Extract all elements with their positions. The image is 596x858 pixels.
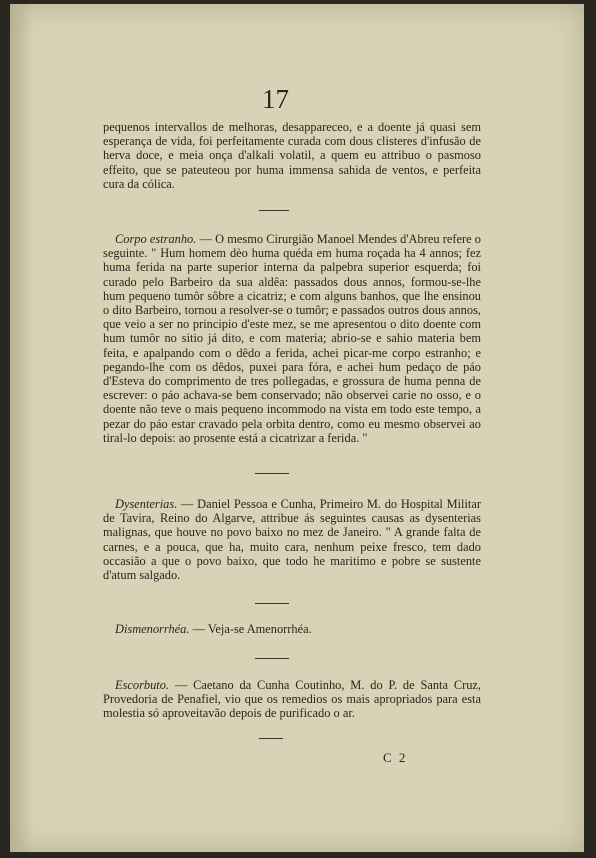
page-number: 17 [262, 84, 289, 114]
escorbuto-text: — Caetano da Cunha Coutinho, M. do P. de Santa Cruz, Provedoria de Penafiel, vio que os remedios os mais apropriados para esta molestia só aproveitavão depois de purificado o ar. [103, 678, 481, 721]
dismenorrhea-heading: Dismenorrhéa. [115, 622, 190, 636]
dismenorrhea-paragraph [103, 622, 481, 636]
signature-mark: C 2 [383, 750, 408, 765]
page-gutter-shadow [10, 4, 32, 852]
escorbuto-paragraph [103, 678, 481, 721]
section-divider [259, 210, 289, 211]
dysenterias-paragraph [103, 497, 481, 582]
dismenorrhea-text: — Veja-se Amenorrhéa. [189, 622, 312, 636]
corpo-estranho-text: — O mesmo Cirurgião Manoel Mendes d'Abreu refere o seguinte. " Hum homem dèo huma quéda em huma roçada ha 4 annos; fez huma ferida na parte superior interna da palpebra superior esquerda; foi curado pelo Barbeiro da sua aldêa: passados dous annos, formou-se-lhe hum pequeno tumôr sôbre a cicatriz; e com alguns banhos, que lhe ensinou o dito Barbeiro, tornou a resolver-se o tumôr; e passados outros dous annos, que veio a ser no principio d'este mez, se me apresentou o dito doente com hum tumôr no sitio já dito, e com materia; abrio-se e sahio materia bem feita, e apalpando com o dêdo a ferida, achei picar-me corpo estranho; e pegando-lhe com os dêdos, puxei para fóra, e achei hum pedaço de páo d'Esteva do comprimento de tres pollegadas, e grossura de huma penna de escrever: o páo achava-se bem conservado; não observei carie no osso, e o doente não teve o mais pequeno incommodo na vista em todo este tempo, a pezar do páo estar cravado pela orbita dentro, como eu mesmo observei ao tiral-lo depois: ao prosente está a cicatrizar a ferida. " [103, 232, 481, 445]
section-divider [255, 603, 289, 604]
corpo-estranho-paragraph [103, 232, 481, 445]
closing-divider [259, 738, 283, 739]
intro-text: pequenos intervallos de melhoras, desappareceo, e a doente já quasi sem esperança de vida, foi perfeitamente curada com dous clisteres d'infusão de herva doce, e meia onça d'alkali volatil, a quem eu attribuo o pasmoso effeito, que se pateuteou por huma immensa sahida de ventos, e perfeita cura da cólica. [103, 120, 481, 191]
corpo-estranho-heading: Corpo estranho. [115, 232, 197, 246]
section-divider [255, 473, 289, 474]
escorbuto-heading: Escorbuto. [115, 678, 170, 692]
section-divider [255, 658, 289, 659]
dysenterias-text: — Daniel Pessoa e Cunha, Primeiro M. do Hospital Militar de Tavira, Reino do Algarve, attribue ás seguintes causas as dysenterias malignas, que houve no povo baixo no mez de Janeiro. " A grande falta de carnes, e a pouca, que ha, muito cara, nenhum peixe fresco, tem dado occasião a que o povo baixo, que todo he maritimo e pobre se sustente d'atum salgado. [103, 497, 481, 583]
intro-paragraph [103, 120, 481, 191]
dysenterias-heading: Dysenterias. [115, 497, 178, 511]
